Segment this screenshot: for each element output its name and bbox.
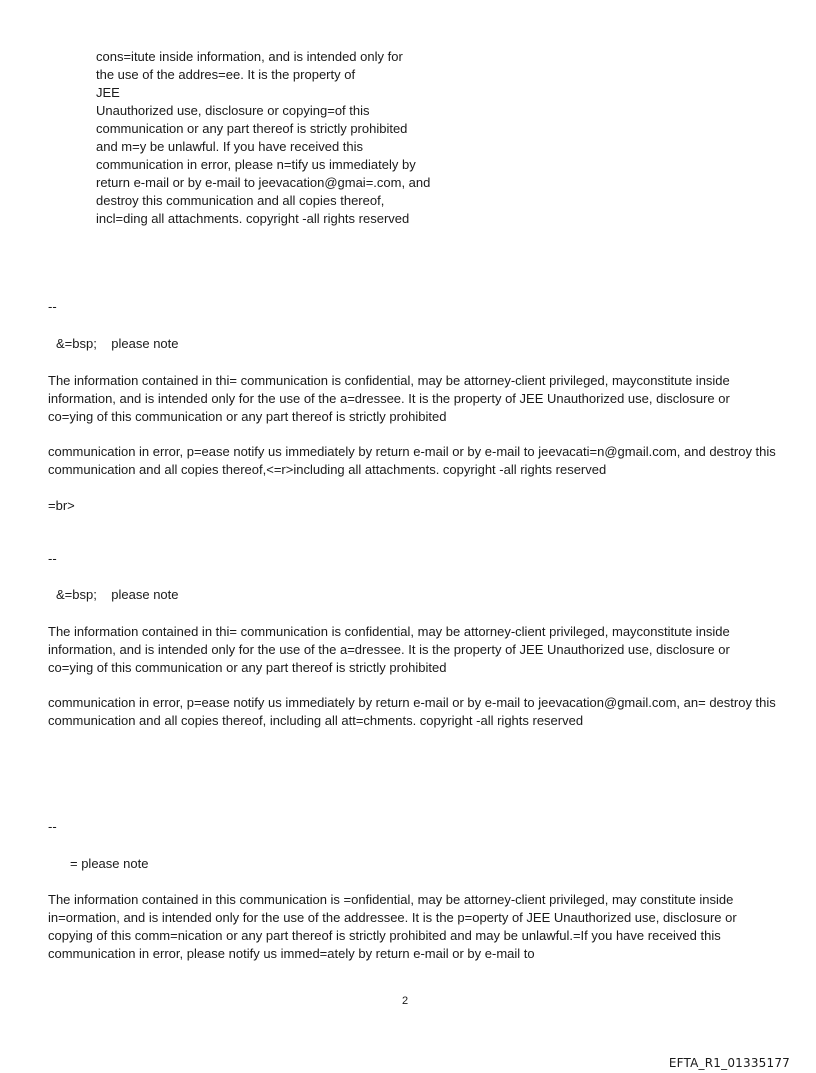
confidentiality-paragraph: communication in error, p=ease notify us immediately by return e-mail or by e-mail to jeevacati=n@gmail.com, and destroy this communication and all copies thereof,<=r>including all attachments. copyright -all rights reserved — [48, 444, 776, 477]
indented-text-line: JEE — [96, 85, 120, 100]
document-id: EFTA_R1_01335177 — [668, 1056, 790, 1070]
page-number: 2 — [402, 995, 409, 1007]
indented-text-line: communication in error, please n=tify us immediately by — [96, 157, 416, 172]
separator: -- — [48, 551, 57, 566]
indented-text-line: incl=ding all attachments. copyright -all rights reserved — [96, 211, 410, 226]
confidentiality-paragraph: The information contained in this communication is =onfidential, may be attorney-client privileged, may constitute inside in=ormation, and is intended only for the use of the addressee. It is the p=operty of JEE Unauthorized use, disclosure or copying of this comm=nication or any part thereof is strictly prohibited and may be unlawful.=If you have received this communication in error, please notify us immed=ately by return e-mail or by e-mail to — [48, 892, 737, 961]
please-note-heading: = please note — [70, 856, 149, 871]
separator: -- — [48, 819, 57, 834]
confidentiality-paragraph: The information contained in thi= communication is confidential, may be attorney-client privileged, mayconstitute inside information, and is intended only for the use of the a=dressee. It is the property of JEE Unauthorized use, disclosure or co=ying of this communication or any part thereof is strictly prohibited — [48, 624, 730, 675]
indented-text-line: and m=y be unlawful. If you have received this — [96, 139, 364, 154]
indented-text-line: Unauthorized use, disclosure or copying=of this — [96, 103, 370, 118]
stray-markup-text: =br> — [48, 498, 75, 513]
indented-text-line: cons=itute inside information, and is intended only for — [96, 49, 403, 64]
indented-text-line: the use of the addres=ee. It is the property of — [96, 67, 356, 82]
separator: -- — [48, 299, 57, 314]
indented-text-line: return e-mail or by e-mail to jeevacation@gmai=.com, and — [96, 175, 431, 190]
confidentiality-paragraph: The information contained in thi= communication is confidential, may be attorney-client privileged, mayconstitute inside information, and is intended only for the use of the a=dressee. It is the property of JEE Unauthorized use, disclosure or co=ying of this communication or any part thereof is strictly prohibited — [48, 373, 730, 424]
please-note-heading: &=bsp; please note — [56, 336, 179, 351]
confidentiality-paragraph: communication in error, p=ease notify us immediately by return e-mail or by e-mail to jeevacation@gmail.com, an= destroy this communication and all copies thereof, including all att=chments. copyright -all rights reserved — [48, 695, 776, 728]
indented-text-line: communication or any part thereof is strictly prohibited — [96, 121, 408, 136]
please-note-heading: &=bsp; please note — [56, 587, 179, 602]
indented-text-line: destroy this communication and all copies thereof, — [96, 193, 385, 208]
